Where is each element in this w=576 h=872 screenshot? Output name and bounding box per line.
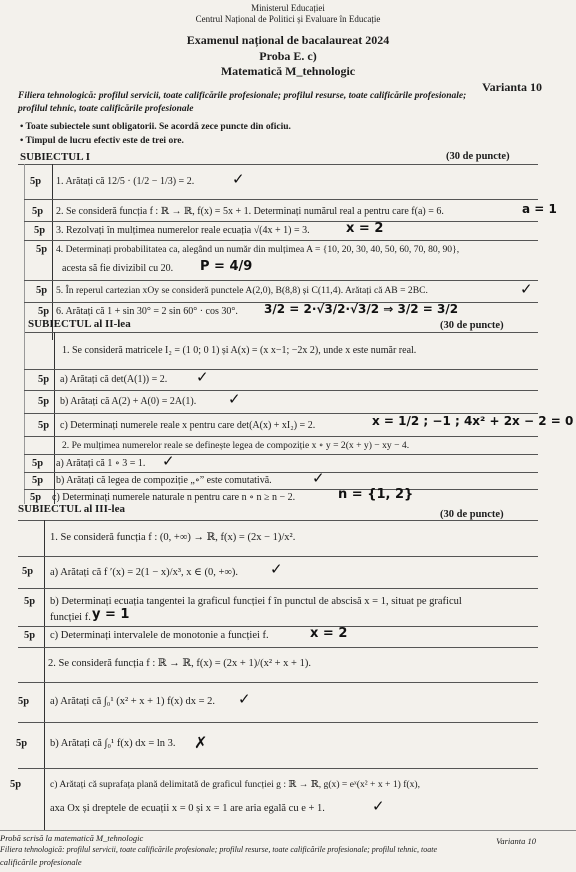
s1-item3-text: 3. Rezolvați în mulțimea numerelor reale ecuația √(4x + 1) = 3. [56,225,310,236]
s1-item6-points: 5p [38,306,50,317]
s1-item3-answer: x = 2 [346,221,384,236]
s3-intro1: 1. Se consideră funcția f : (0, +∞) → ℝ, f(x) = (2x − 1)/x². [50,532,296,543]
s2-1c-answer: x = 1/2 ; −1 ; 4x² + 2x − 2 = 0 [372,414,574,428]
s2-2b-answer: ✓ [312,469,325,487]
s3-2c-answer: ✓ [372,797,385,815]
s2-1a-text: a) Arătați că det(A(1)) = 2. [60,374,168,385]
s3-1b-answer: y = 1 [92,607,130,622]
s3-2a-text: a) Arătați că ∫₀¹ (x² + x + 1) f(x) dx = 2. [50,696,216,707]
s2-2a-points: 5p [32,458,44,469]
s1-item2-answer: a = 1 [522,202,557,216]
filiera-line1: Filiera tehnologică: profilul servicii, toate calificările profesionale; profilul resurse, toate calificările profesionale; [18,91,467,101]
ministry-name: Ministerul Educației [251,3,325,13]
subject-3-points: (30 de puncte) [440,509,504,520]
center-name: Centrul Național de Politici și Evaluare în Educație [195,14,381,24]
s3-2c-text2: axa Ox și dreptele de ecuații x = 0 și x = 1 are aria egală cu e + 1. [50,803,325,814]
s1-item3-points: 5p [34,225,46,236]
s3-1a-answer: ✓ [270,560,283,578]
s1-item1-answer: ✓ [232,170,245,188]
variant-label: Varianta 10 [482,80,542,94]
s2-2c-points: 5p [30,492,42,503]
s2-1a-answer: ✓ [196,368,209,386]
subject-1-title: SUBIECTUL I [20,151,91,163]
s1-item5-points: 5p [36,285,48,296]
s3-1c-points: 5p [24,630,36,641]
s2-intro1: 1. Se consideră matricele I₂ = (1 0; 0 1) și A(x) = (x x−1; −2x 2), unde x este număr real. [62,345,417,356]
s2-2b-text: b) Arătați că legea de compoziție „∘” este comutativă. [56,475,272,486]
s2-1c-text: c) Determinați numerele reale x pentru care det(A(x) + xI₂) = 2. [60,420,316,431]
s1-item1-text: 1. Arătați că 12/5 · (1/2 − 1/3) = 2. [56,176,195,187]
s3-1a-text: a) Arătați că f ′(x) = 2(1 − x)/x³, x ∈ (0, +∞). [50,567,239,578]
s1-item1-points: 5p [30,176,42,187]
s1-item2-text: 2. Se consideră funcția f : ℝ → ℝ, f(x) = 5x + 1. Determinați numărul real a pentru care f(a) = 6. [56,206,444,217]
s3-2b-points: 5p [16,738,28,749]
exam-title: Examenul național de bacalaureat 2024 [186,33,390,47]
s1-item5-answer: ✓ [520,280,533,298]
footer-left1: Probă scrisă la matematică M_tehnologic [0,833,144,843]
s1-item6-text: 6. Arătați că 1 + sin 30° = 2 sin 60° · cos 30°. [56,306,238,317]
s3-1c-text: c) Determinați intervalele de monotonie a funcției f. [50,630,269,641]
s3-1b-text: b) Determinați ecuația tangentei la graficul funcției f în punctul de abscisă x = 1, situat pe graficul [50,596,462,607]
s3-2b-text: b) Arătați că ∫₀¹ f(x) dx = ln 3. [50,738,176,749]
s1-item4-points: 5p [36,244,48,255]
subject-2-title: SUBIECTUL al II-lea [28,318,131,330]
s2-2c-answer: n = {1, 2} [338,487,414,502]
s3-2a-answer: ✓ [238,690,251,708]
rule-1: • Toate subiectele sunt obligatorii. Se acordă zece puncte din oficiu. [20,122,291,132]
s3-2c-text: c) Arătați că suprafața plană delimitată de graficul funcției g : ℝ → ℝ, g(x) = eˣ(x² + x + 1) f(x), [50,779,421,790]
s2-1a-points: 5p [38,374,50,385]
s2-1b-text: b) Arătați că A(2) + A(0) = 2A(1). [60,396,197,407]
s1-item6-answer: 3/2 = 2·√3/2·√3/2 ⇒ 3/2 = 3/2 [264,302,459,316]
subject-title: Matematică M_tehnologic [220,64,356,78]
s1-item5-text: 5. În reperul cartezian xOy se consideră punctele A(2,0), B(8,8) și C(11,4). Arătați că AB = 2BC. [56,285,428,296]
s3-intro2: 2. Se consideră funcția f : ℝ → ℝ, f(x) = (2x + 1)/(x² + x + 1). [48,658,311,669]
s3-1b-text2: funcției f. [50,612,91,623]
proba-title: Proba E. c) [259,49,317,63]
s3-1c-answer: x = 2 [310,626,348,641]
s2-2a-text: a) Arătați că 1 ∘ 3 = 1. [56,458,146,469]
s2-2b-points: 5p [32,475,44,486]
footer-left2: Filiera tehnologică: profilul servicii, toate calificările profesionale; profilul resurse, toate calificările profesionale; profilul tehnic, toate [0,845,438,854]
s2-1b-answer: ✓ [228,390,241,408]
subject-3-title: SUBIECTUL al III-lea [18,503,125,515]
s3-1b-points: 5p [24,596,36,607]
s3-1a-points: 5p [22,566,34,577]
s3-2c-points: 5p [10,779,22,790]
s2-2c-text: c) Determinați numerele naturale n pentru care n ∘ n ≥ n − 2. [52,492,296,503]
s2-1b-points: 5p [38,396,50,407]
s2-intro2: 2. Pe mulțimea numerelor reale se definește legea de compoziție x ∘ y = 2(x + y) − xy − 4. [62,440,410,451]
subject-1-points: (30 de puncte) [446,151,510,162]
s2-2a-answer: ✓ [162,452,175,470]
s1-item4-text2: acesta să fie divizibil cu 20. [62,263,174,274]
s1-item2-points: 5p [32,206,44,217]
s2-1c-points: 5p [38,420,50,431]
s3-2a-points: 5p [18,696,30,707]
s1-item4-answer: P = 4/9 [200,259,253,274]
footer-left3: calificările profesionale [0,857,82,867]
filiera-line2: profilul tehnic, toate calificările profesionale [18,104,194,114]
s1-item4-text: 4. Determinați probabilitatea ca, alegând un număr din mulțimea A = {10, 20, 30, 40, 50, 60, 70, 80, 90}, [56,244,460,255]
footer-right1: Varianta 10 [496,836,536,846]
rule-2: • Timpul de lucru efectiv este de trei ore. [20,136,184,146]
s3-2b-answer: ✗ [194,733,208,752]
subject-2-points: (30 de puncte) [440,320,504,331]
